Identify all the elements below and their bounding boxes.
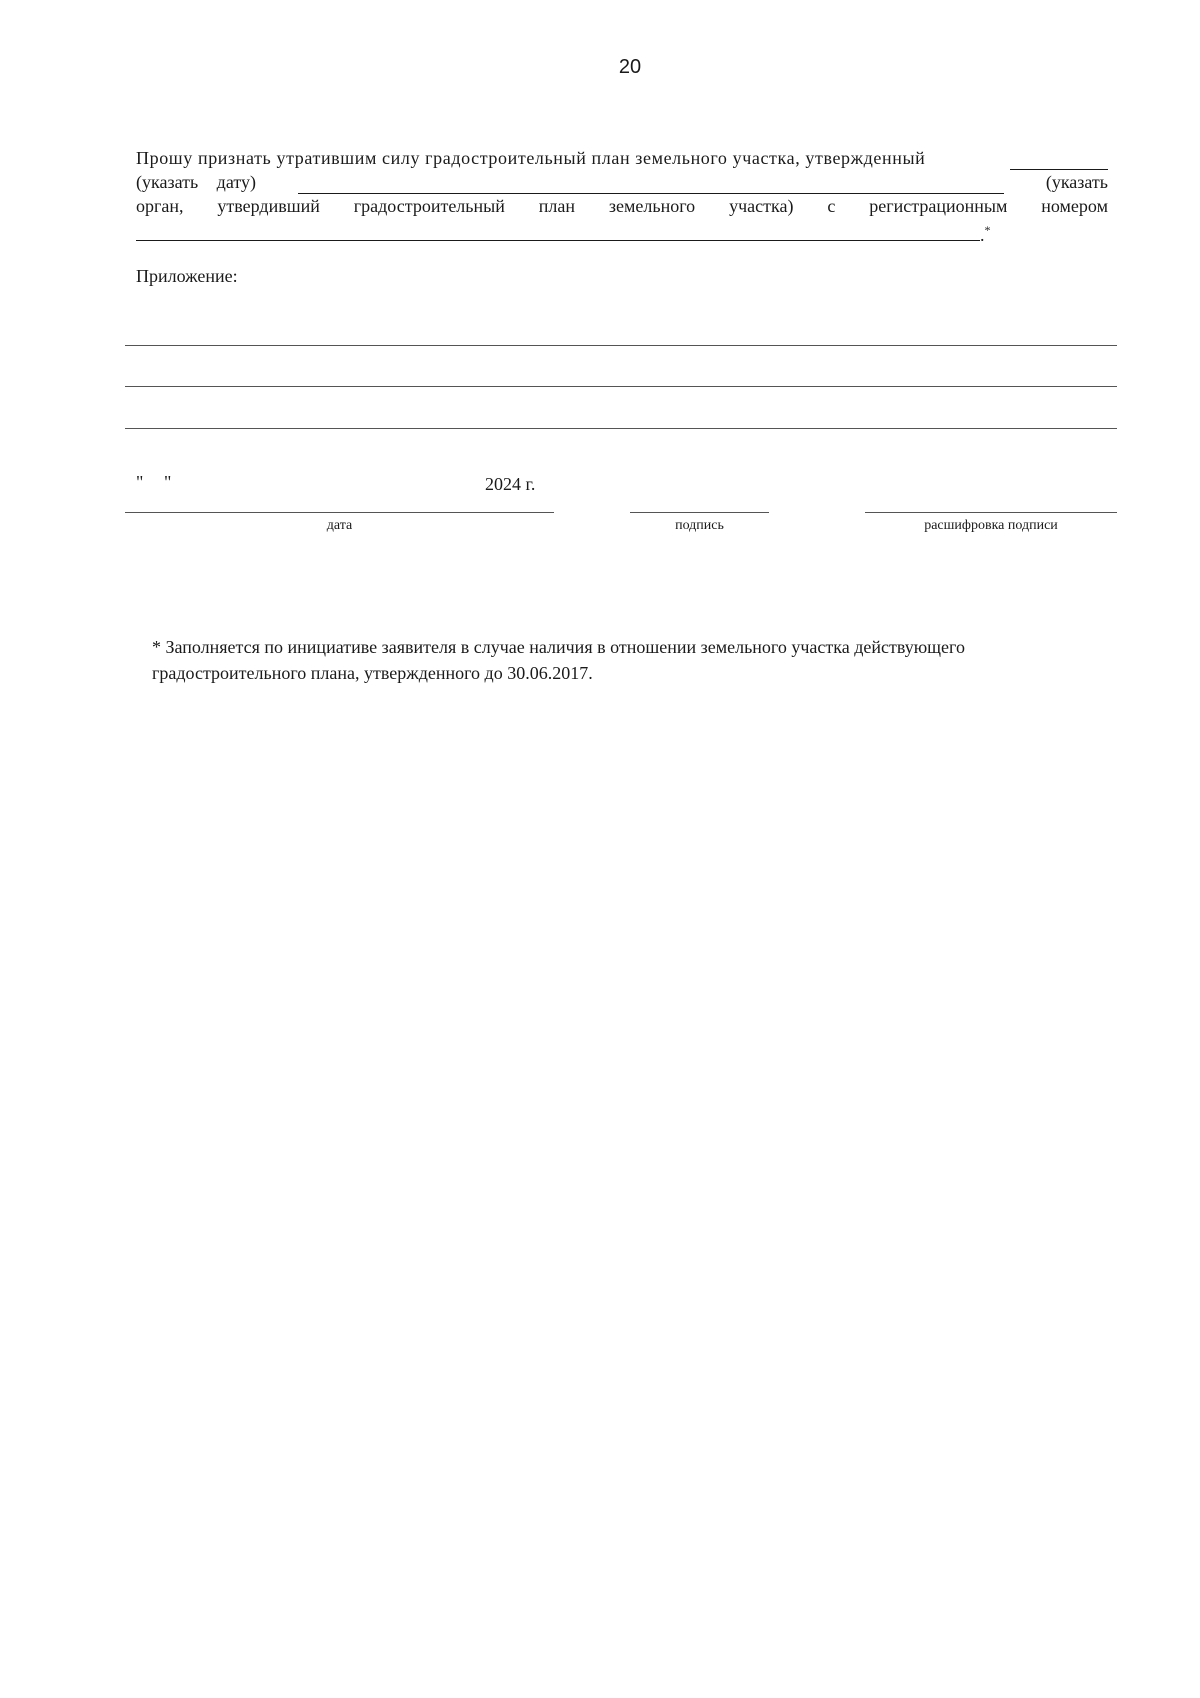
page-number: 20: [618, 56, 642, 78]
registration-number-blank[interactable]: [136, 222, 980, 241]
appendix-line-1[interactable]: [125, 345, 1117, 346]
appendix-line-3[interactable]: [125, 428, 1117, 429]
line3-word: план: [538, 196, 576, 216]
date-line[interactable]: [125, 512, 554, 513]
line3-word: утвердивший: [217, 196, 320, 216]
date-year: 2024 г.: [485, 474, 536, 494]
date-caption: дата: [326, 518, 353, 533]
line3-word: градостроительный: [353, 196, 505, 216]
line3-word: земельного: [608, 196, 696, 216]
request-line-2: [136, 170, 1108, 194]
signature-decoding-caption: расшифровка подписи: [924, 518, 1058, 533]
date-quote-close: ": [164, 472, 172, 492]
line3-word: регистрационным: [869, 196, 1008, 216]
date-hint: (указать дату): [136, 172, 256, 192]
appendix-line-2[interactable]: [125, 386, 1117, 387]
line3-word: с: [827, 196, 836, 216]
signature-line[interactable]: [630, 512, 769, 513]
line4-period: .: [980, 225, 985, 245]
request-line-3: [136, 194, 1108, 218]
request-line-4: [136, 218, 1108, 247]
appendix-label: Приложение:: [136, 266, 238, 286]
request-line-1-text: Прошу признать утратившим силу градостроительный план земельного участка, утвержденный: [136, 148, 926, 168]
issuing-authority-blank[interactable]: [298, 175, 1004, 194]
date-quote-open: ": [136, 472, 144, 492]
footnote-text: * Заполняется по инициативе заявителя в случае наличия в отношении земельного участка действующего градостроительного плана, утвержденного до 30.06.2017.: [152, 637, 965, 683]
signature-decoding-line[interactable]: [865, 512, 1117, 513]
approval-date-blank[interactable]: [1010, 151, 1108, 170]
organ-hint: (указать: [1045, 172, 1108, 192]
signature-caption: подпись: [675, 518, 724, 533]
line3-word: орган,: [136, 196, 184, 216]
line3-word: номером: [1041, 196, 1108, 216]
request-line-1: [136, 146, 1108, 170]
footnote-marker: *: [984, 223, 991, 237]
line3-word: участка): [729, 196, 794, 216]
